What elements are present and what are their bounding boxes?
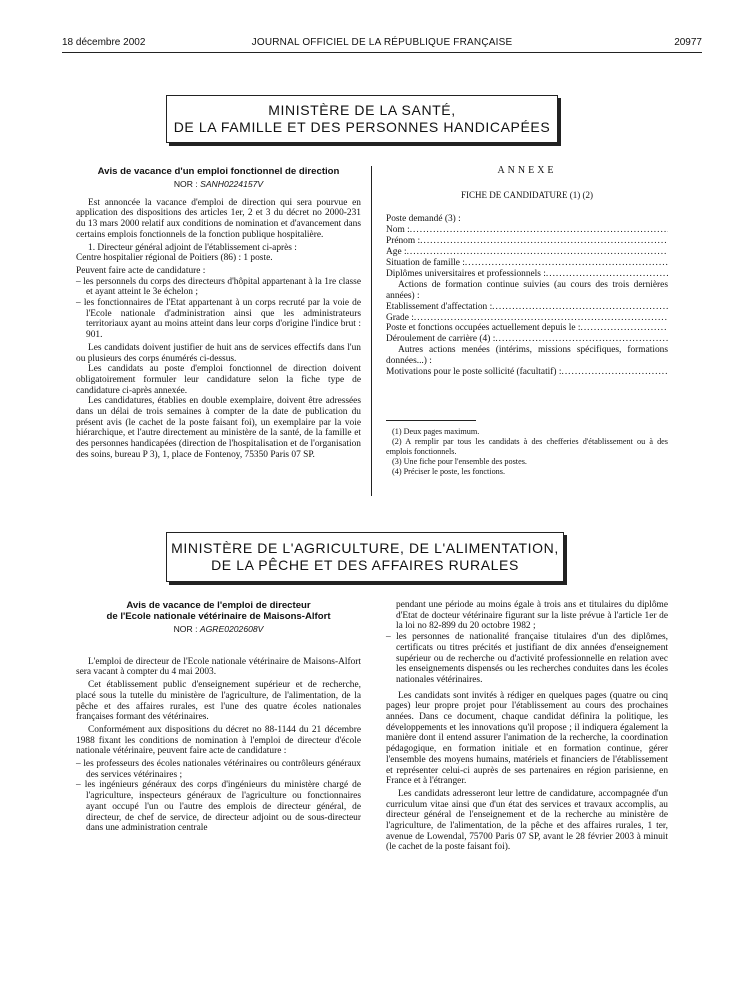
- paragraph: L'emploi de directeur de l'Ecole nationale vétérinaire de Maisons-Alfort sera vacant à compter du 4 mai 2003.: [76, 656, 361, 678]
- annex-footnotes: [386, 420, 668, 477]
- form-field-poste-actuel: Poste et fonctions occupées actuellement depuis le : .....: [386, 323, 668, 334]
- running-header: [62, 37, 702, 51]
- paragraph: Les candidatures, établies en double exemplaire, doivent être adressées dans un délai de trois semaines à compter de la date de publication du présent avis (le cachet de la poste faisant foi), un exemplaire par la voie hiérarchique, et l'autre directement au ministère de la santé, de la famille et des personnes handicapées (direction de l'hospitalisation et de l'organisation des soins, bureau P 3), 1, place de Fontenoy, 75350 Paris 07 SP.: [76, 396, 361, 460]
- list-item: – les ingénieurs généraux des corps d'ingénieurs du ministère chargé de l'agriculture, inspecteurs généraux de l'agriculture ou fonctionnaires ayant occupé l'un ou l'autre des emplois de directeur général, de directeur, de chef de service, de directeur adjoint ou de sous-directeur dans une administration centrale: [76, 780, 361, 834]
- vet-notice-left-column: [76, 600, 361, 834]
- health-nor: [76, 179, 361, 190]
- form-field-prenom: Prénom : .....: [386, 236, 668, 247]
- form-field-formation: Actions de formation continue suivies (au cours des trois dernières années) :: [386, 279, 668, 301]
- paragraph: Est annoncée la vacance d'emploi de direction qui sera pourvue en application des dispositions des articles 1er, 2 et 3 du décret no 2000-231 du 13 mars 2000 relatif aux conditions de nomination et d'avancement dans certains emplois fonctionnels de la fonction publique hospitalière.: [76, 197, 361, 240]
- ministry-health-line1: MINISTÈRE DE LA SANTÉ,: [268, 102, 456, 118]
- form-field-carriere: Déroulement de carrière (4) : .....: [386, 334, 668, 345]
- health-notice-column: [76, 166, 361, 461]
- form-field-nom: Nom : .....: [386, 225, 668, 236]
- annex-title: ANNEXE: [497, 165, 557, 176]
- vet-notice-title-line2: de l'Ecole nationale vétérinaire de Maisons-Alfort: [106, 611, 331, 622]
- form-field-poste: Poste demandé (3) :: [386, 214, 461, 225]
- header-date: 18 décembre 2002: [62, 37, 146, 48]
- annex-column: [386, 166, 668, 477]
- page-number: 20977: [674, 37, 702, 48]
- paragraph: Cet établissement public d'enseignement supérieur et de recherche, placé sous la tutelle du ministère de l'agriculture, de l'alimentation, de la pêche et des affaires rurales, est l'une des quatre écoles nationales françaises formant des vétérinaires.: [76, 680, 361, 723]
- paragraph: Centre hospitalier régional de Poitiers (86) : 1 poste.: [76, 253, 273, 264]
- ministry-health-box: [166, 95, 558, 143]
- footnote-rule: [386, 420, 476, 421]
- list-item: – les professeurs des écoles nationales vétérinaires ou contrôleurs généraux des services vétérinaires ;: [76, 759, 361, 780]
- vet-notice-title-line1: Avis de vacance de l'emploi de directeur: [126, 600, 311, 611]
- list-item: – les personnels du corps des directeurs d'hôpital appartenant à la 1re classe et ayant atteint le 3e échelon ;: [76, 276, 361, 298]
- paragraph: Les candidats au poste d'emploi fonctionnel de direction doivent obligatoirement formuler leur candidature selon la fiche type de candidature ci-après annexée.: [76, 364, 361, 396]
- nor-code: SANH0224157V: [200, 179, 264, 189]
- ministry-agriculture-line2: DE LA PÊCHE ET DES AFFAIRES RURALES: [211, 557, 519, 573]
- health-notice-title: Avis de vacance d'un emploi fonctionnel de direction: [97, 166, 340, 177]
- paragraph: Peuvent faire acte de candidature :: [76, 265, 206, 276]
- fiche-title: FICHE DE CANDIDATURE (1) (2): [461, 189, 593, 200]
- paragraph: pendant une période au moins égale à trois ans et titulaires du diplôme d'Etat de docteur vétérinaire figurant sur la liste prévue à l'article 1er de la loi no 82-899 du 20 octobre 1982 ;: [396, 600, 668, 632]
- header-rule: [62, 52, 702, 53]
- paragraph: Les candidats doivent justifier de huit ans de services effectifs dans l'un ou plusieurs des corps énumérés ci-dessus.: [76, 342, 361, 364]
- form-field-motivations: Motivations pour le poste sollicité (facultatif) : .....: [386, 367, 668, 378]
- footnote: (1) Deux pages maximum.: [392, 427, 480, 436]
- footnote: (2) A remplir par tous les candidats à des chefferies d'établissement ou à des emplois fonctionnels.: [386, 437, 668, 456]
- paragraph: Les candidats adresseront leur lettre de candidature, accompagnée d'un curriculum vitae ainsi que d'un état des services et travaux accomplis, au directeur général de l'enseignement et de la recherche au ministère de l'agriculture, de l'alimentation, de la pêche et des affaires rurales, 1 ter, avenue de Lowendal, 75700 Paris 07 SP, avant le 28 février 2003 à minuit (le cachet de la poste faisant foi).: [386, 788, 668, 853]
- nor-label: NOR :: [173, 179, 198, 189]
- nor-label: NOR :: [173, 624, 198, 634]
- form-field-grade: Grade : .....: [386, 313, 668, 324]
- vet-notice-right-column: [386, 600, 668, 853]
- paragraph: Conformément aux dispositions du décret no 88-1144 du 21 décembre 1988 fixant les conditions de nomination à l'emploi de directeur d'école nationale vétérinaire, peuvent faire acte de candidature :: [76, 724, 361, 757]
- paragraph: Les candidats sont invités à rédiger en quelques pages (quatre ou cinq pages) leur propre projet pour l'établissement au cours des prochaines années. Dans ce document, chaque candidat définira la politique, les développements et les innovations qu'il propose ; il indiquera également la manière dont il entend assurer l'animation de la recherche, la coordination pédagogique, en formation initiale et en formation continue, gérer l'ensemble des moyens humains, matériels et financiers de l'établissement et représenter celui-ci auprès de ses partenaires en région parisienne, en France et à l'étranger.: [386, 690, 668, 787]
- column-divider: [371, 166, 372, 496]
- nor-code: AGRE0202608V: [199, 624, 264, 634]
- form-field-diplomes: Diplômes universitaires et professionnels : .....: [386, 269, 668, 280]
- form-field-etablissement: Etablissement d'affectation : .....: [386, 302, 668, 313]
- footnote: (3) Une fiche pour l'ensemble des postes.: [392, 457, 527, 466]
- form-field-age: Age : .....: [386, 247, 668, 258]
- list-item: – les fonctionnaires de l'Etat appartenant à un corps recruté par la voie de l'Ecole nationale d'administration ainsi que les administrateurs territoriaux ayant au moins atteint dans leur corps d'origine l'indice brut : 901.: [76, 298, 361, 341]
- form-field-autres-actions: Autres actions menées (intérims, missions spécifiques, formations données...) :: [386, 345, 668, 367]
- ministry-agriculture-box: [166, 532, 564, 582]
- journal-title: JOURNAL OFFICIEL DE LA RÉPUBLIQUE FRANÇAISE: [251, 37, 513, 48]
- form-field-situation: Situation de famille : .....: [386, 258, 668, 269]
- ministry-health-line2: DE LA FAMILLE ET DES PERSONNES HANDICAPÉES: [173, 119, 551, 135]
- list-item: – les personnes de nationalité française titulaires d'un des diplômes, certificats ou titres précités et justifiant de dix années d'enseignement supérieur ou de recherche ou d'activité professionnelle en relation avec les enseignements dispensés ou les recherches conduites dans les écoles nationales vétérinaires.: [386, 632, 668, 685]
- vet-nor: [76, 624, 361, 635]
- ministry-agriculture-line1: MINISTÈRE DE L'AGRICULTURE, DE L'ALIMENTATION,: [171, 540, 559, 556]
- paragraph: 1. Directeur général adjoint de l'établissement ci-après :: [88, 242, 297, 253]
- footnote: (4) Préciser le poste, les fonctions.: [392, 467, 506, 476]
